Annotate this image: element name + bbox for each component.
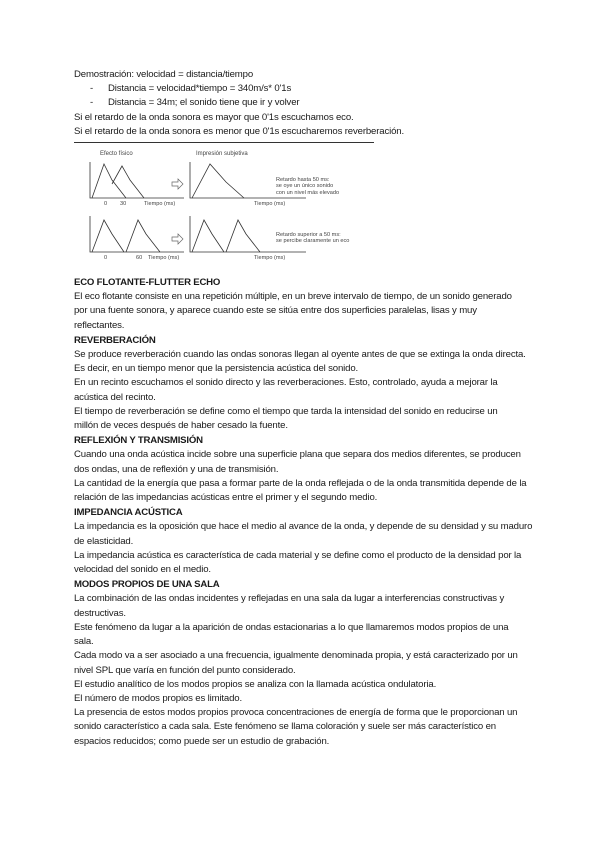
paragraph-line: En un recinto escuchamos el sonido directo y las reverberaciones. Esto, controlado, ayuda a mejorar la xyxy=(74,377,498,389)
tick-label: 30 xyxy=(120,201,127,208)
paragraph xyxy=(74,477,526,505)
paragraph-line: relación de las impedancias acústicas entre el primer y el segundo medio. xyxy=(74,492,378,504)
time-axis-label: Tiempo (ms) xyxy=(254,255,286,262)
paragraph xyxy=(74,706,526,749)
paragraph-line: Cuando una onda acústica incide sobre una superficie plana que separa dos medios diferentes, se producen xyxy=(74,449,521,461)
paragraph xyxy=(74,692,526,706)
paragraph-line: El estudio analítico de los modos propios se analiza con la llamada acústica ondulatoria. xyxy=(74,678,437,690)
paragraph-line: El eco flotante consiste en una repetición múltiple, en un breve intervalo de tiempo, de un sonido generado xyxy=(74,291,512,303)
bottom-left-axes xyxy=(90,216,184,252)
bottom-right-wave-2 xyxy=(226,220,260,252)
paragraph-line: sala. xyxy=(74,636,94,648)
eco-condition-line: Si el retardo de la onda sonora es mayor que 0'1s escuchamos eco. xyxy=(74,111,354,123)
paragraph-line: Este fenómeno da lugar a la aparición de ondas estacionarias a lo que llamaremos modos propios de una xyxy=(74,621,509,633)
paragraph xyxy=(74,678,526,692)
document-page xyxy=(74,68,533,749)
paragraph-line: sonido característico a cada sala. Este fenómeno se llama coloración y suele ser más característico en xyxy=(74,721,496,733)
section-heading: MODOS PROPIOS DE UNA SALA xyxy=(74,579,220,591)
note-bottom xyxy=(276,232,349,245)
paragraph xyxy=(74,549,526,577)
section-heading: REVERBERACIÓN xyxy=(74,334,156,346)
top-right-wave xyxy=(192,164,244,198)
time-axis-label: Tiempo (ms) xyxy=(144,201,176,208)
paragraph-line: reflectantes. xyxy=(74,319,125,331)
paragraph-line: de elasticidad. xyxy=(74,535,134,547)
note-line: Retardo hasta 50 ms: xyxy=(276,177,330,184)
paragraph xyxy=(74,405,526,433)
paragraph xyxy=(74,376,526,404)
paragraph-line: La impedancia es la oposición que hace el medio al avance de la onda, y depende de su densidad y su maduro xyxy=(74,521,533,533)
section-heading: ECO FLOTANTE-FLUTTER ECHO xyxy=(74,277,221,289)
paragraph-line: nivel SPL que varía en función del punto considerado. xyxy=(74,664,296,676)
paragraph-line: millón de veces después de haber cesado la fuente. xyxy=(74,420,288,432)
paragraph-line: acústica del recinto. xyxy=(74,391,156,403)
dash-bullet-icon: - xyxy=(90,83,94,95)
paragraph-line: La cantidad de la energía que pasa a formar parte de la onda reflejada o de la onda transmitida depende de la xyxy=(74,477,527,489)
paragraph-line: dos ondas, una de reflexión y una de transmisión. xyxy=(74,463,279,475)
paragraph xyxy=(74,348,526,362)
paragraph-line: destructivas. xyxy=(74,607,126,619)
top-left-wave-2 xyxy=(112,166,144,198)
bullet-item xyxy=(74,96,526,110)
tick-label: 0 xyxy=(104,255,108,262)
paragraph xyxy=(74,592,526,620)
paragraph-line: Se produce reverberación cuando las ondas sonoras llegan al oyente antes de que se extinga la onda directa. xyxy=(74,349,526,361)
echo-figure xyxy=(74,142,384,270)
time-axis-label: Tiempo (ms) xyxy=(254,201,286,208)
paragraph xyxy=(74,448,526,476)
sections xyxy=(74,276,533,749)
note-top xyxy=(276,177,339,196)
paragraph-line: La combinación de las ondas incidentes y reflejadas en una sala da lugar a interferencias constructivas y xyxy=(74,593,505,605)
dash-bullet-icon: - xyxy=(90,97,94,109)
bottom-left-wave-1 xyxy=(92,220,124,252)
paragraph xyxy=(74,621,526,649)
note-line: se oye un único sonido xyxy=(276,183,334,190)
figure-title-left: Efecto físico xyxy=(100,151,133,158)
top-left-wave-1 xyxy=(92,164,126,198)
paragraph xyxy=(74,290,526,333)
bullet-item xyxy=(74,82,526,96)
hollow-right-arrow-icon xyxy=(172,179,183,189)
bullet-text: Distancia = velocidad*tiempo = 340m/s* 0'1s xyxy=(108,83,292,95)
note-line: Retardo superior a 50 ms: xyxy=(276,232,341,239)
paragraph xyxy=(74,649,526,677)
hollow-right-arrow-icon xyxy=(172,234,183,244)
paragraph-line: La impedancia acústica es característica de cada material y se define como el producto de la densidad por la xyxy=(74,549,522,561)
paragraph xyxy=(74,362,526,376)
bottom-right-wave-1 xyxy=(192,220,224,252)
note-line: se percibe claramente un eco xyxy=(276,238,350,245)
paragraph-line: espacios reducidos; como puede ser un estudio de grabación. xyxy=(74,735,330,747)
paragraph-line: por una fuente sonora, y aparece cuando este se sitúa entre dos superficies paralelas, lisas y muy xyxy=(74,305,477,317)
paragraph-line: velocidad del sonido en el medio. xyxy=(74,564,211,576)
note-line: con un nivel más elevado xyxy=(276,189,340,196)
paragraph-line: El tiempo de reverberación se define como el tiempo que tarda la intensidad del sonido en reducirse un xyxy=(74,405,498,417)
top-left-axes xyxy=(90,162,184,198)
figure-title-right: Impresión subjetiva xyxy=(196,151,248,158)
paragraph-line: El número de modos propios es limitado. xyxy=(74,692,242,704)
time-axis-label: Tiempo (ms) xyxy=(148,255,180,262)
paragraph-line: La presencia de estos modos propios provoca concentraciones de energía de forma que le proporcionan un xyxy=(74,707,518,719)
paragraph-line: Cada modo va a ser asociado a una frecuencia, igualmente denominada propia, y está caracterizado por un xyxy=(74,650,518,662)
reverb-condition-line: Si el retardo de la onda sonora es menor que 0'1s escucharemos reverberación. xyxy=(74,125,404,137)
tick-label: 0 xyxy=(104,201,108,208)
tick-label: 60 xyxy=(136,255,143,262)
demo-line: Demostración: velocidad = distancia/tiempo xyxy=(74,69,254,80)
section-heading: IMPEDANCIA ACÚSTICA xyxy=(74,507,183,519)
bullet-text: Distancia = 34m; el sonido tiene que ir y volver xyxy=(108,97,300,109)
bottom-left-wave-2 xyxy=(126,220,160,252)
section-heading: REFLEXIÓN Y TRANSMISIÓN xyxy=(74,435,203,447)
paragraph xyxy=(74,520,533,548)
paragraph-line: Es decir, en un tiempo menor que la persistencia acústica del sonido. xyxy=(74,363,359,375)
